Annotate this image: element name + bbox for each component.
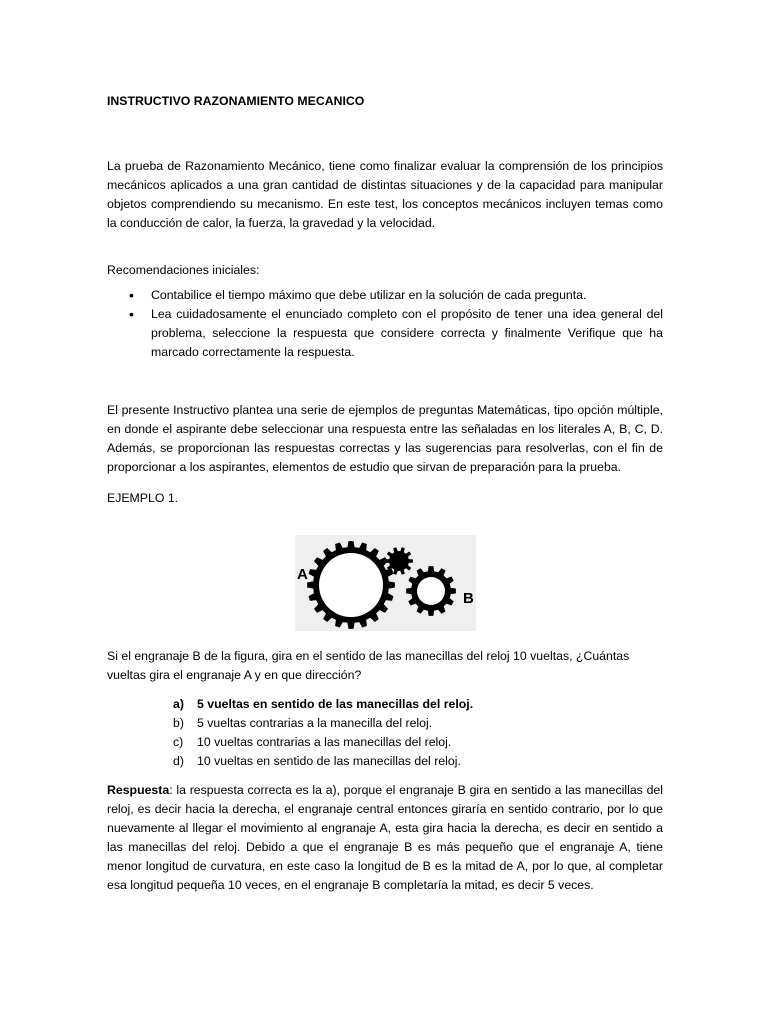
answer-text: : la respuesta correcta es la a), porque el engranaje B gira en sentido a las manecillas del reloj, es decir hacia la derecha, el engranaje central entonces giraría en sentido contrario, por lo que nuevamente al llegar el movimiento al engranaje A, esta gira hacia la derecha, es decir en sentido a las manecillas del reloj. Debido a que el engranaje B es más pequeño que el engranaje A, tiene menor longitud de curvatura, en este caso la longitud de B es la mitad de A, por lo que, al completar esa longitud pequeña 10 veces, en el engranaje B completaría la mitad, es decir 5 veces. [107,783,663,892]
option-b [173,714,663,733]
recommendation-item: • Lea cuidadosamente el enunciado completo con el propósito de tener una idea general del problema, seleccione la respuesta que considere correcta y finalmente Verifique que ha marcado correctamente la respuesta. [151,305,663,362]
options-list [107,695,663,771]
answer-label: Respuesta [107,783,170,797]
intro-paragraph: La prueba de Razonamiento Mecánico, tiene como finalizar evaluar la comprensión de los principios mecánicos aplicados a una gran cantidad de distintas situaciones y de la capacidad para manipular objetos comprendiendo su mecanismo. En este test, los conceptos mecánicos incluyen temas como la conducción de calor, la fuerza, la gravedad y la velocidad. [107,159,663,230]
option-text: 10 vueltas en sentido de las manecillas del reloj. [197,754,461,768]
figure-container [107,535,663,631]
answer-paragraph [107,781,663,895]
recommendations-heading: Recomendaciones iniciales: [107,263,260,277]
option-a [173,695,663,714]
gears-figure [295,535,476,631]
option-c [173,733,663,752]
option-letter: c) [173,735,184,749]
option-letter: a) [173,697,184,711]
option-letter: d) [173,754,184,768]
instructivo-paragraph: El presente Instructivo plantea una serie de ejemplos de preguntas Matemáticas, tipo opción múltiple, en donde el aspirante debe seleccionar una respuesta entre las señaladas en los literales A, B, C, D. Además, se proporcionan las respuestas correctas y las sugerencias para resolverlas, con el fin de proporcionar a los aspirantes, elementos de estudio que sirvan de preparación para la prueba. [107,403,663,474]
recommendations-list [107,286,663,362]
document-title: INSTRUCTIVO RAZONAMIENTO MECANICO [107,94,365,108]
recommendation-item: • Contabilice el tiempo máximo que debe utilizar en la solución de cada pregunta. [151,286,663,305]
gear-label-a: A [297,566,308,583]
gear-a-icon [307,541,395,629]
option-text: 10 vueltas contrarias a las manecillas del reloj. [197,735,452,749]
option-letter: b) [173,716,184,730]
option-text: 5 vueltas contrarias a la manecilla del reloj. [197,716,433,730]
gear-label-b: B [463,590,474,607]
gear-b-icon [406,566,456,616]
gears-illustration [295,535,476,631]
document-page [107,92,663,895]
question-text: Si el engranaje B de la figura, gira en el sentido de las manecillas del reloj 10 vueltas, ¿Cuántas vueltas gira el engranaje A y en que dirección? [107,649,630,682]
example-heading: EJEMPLO 1. [107,491,179,505]
option-d [173,752,663,771]
option-text: 5 vueltas en sentido de las manecillas del reloj. [197,697,474,711]
